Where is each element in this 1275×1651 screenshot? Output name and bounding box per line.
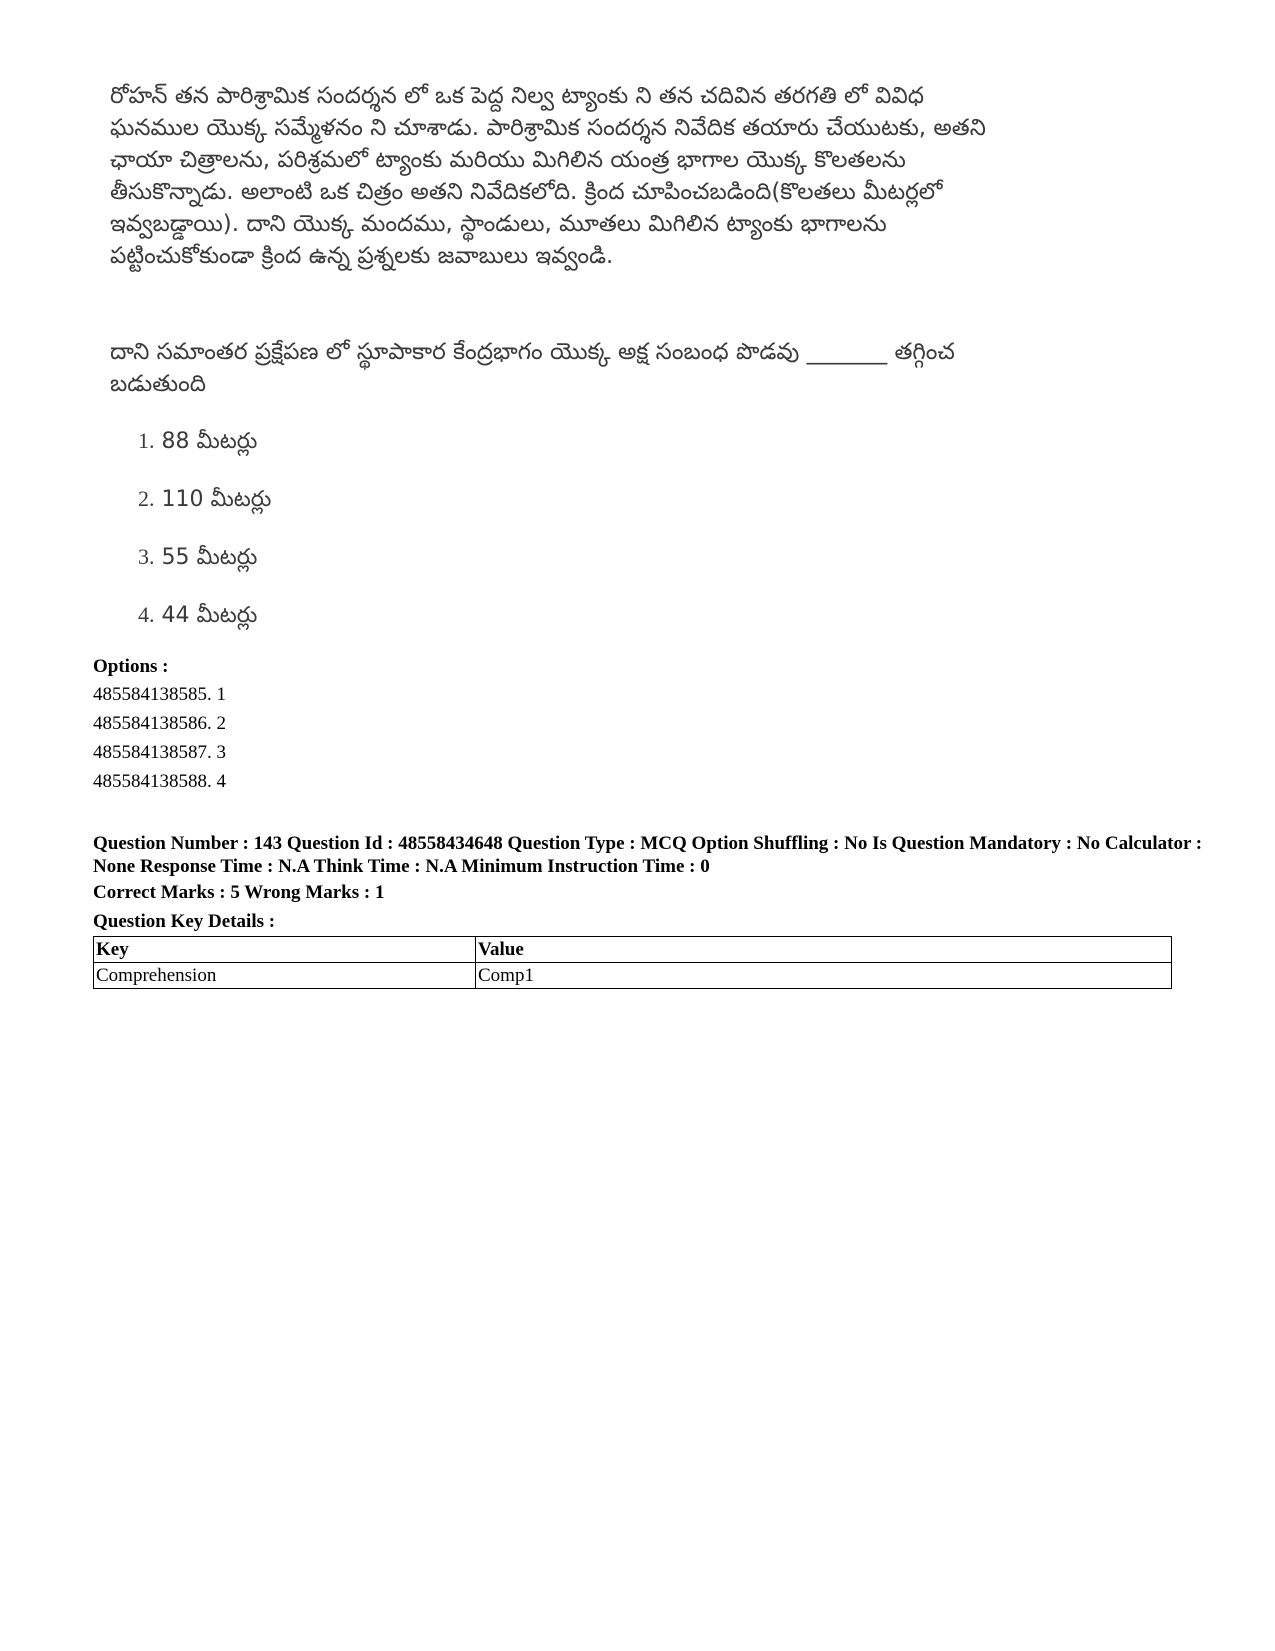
choice-number: 2. xyxy=(138,486,155,511)
choice-text: 55 మీటర్లు xyxy=(161,545,258,570)
marks-info: Correct Marks : 5 Wrong Marks : 1 xyxy=(93,882,385,903)
key-details-heading: Question Key Details : xyxy=(93,911,276,932)
option-id-list xyxy=(93,683,226,799)
choice-text: 44 మీటర్లు xyxy=(161,603,258,628)
option-id-item: 485584138587. 3 xyxy=(93,742,226,763)
choice-number: 4. xyxy=(138,602,155,627)
table-row xyxy=(94,963,1172,989)
question-text: దాని సమాంతర ప్రక్షేపణ లో స్థూపాకార కేంద్రభాగం యొక్క అక్ష సంబంధ పొడవు _______ తగ్గించ బడుతుంది xyxy=(110,339,955,397)
option-id-item: 485584138585. 1 xyxy=(93,684,226,705)
table-cell-value: Comp1 xyxy=(476,963,1172,989)
choice-text: 88 మీటర్లు xyxy=(161,429,258,454)
key-details-table xyxy=(93,936,1172,989)
option-id-item: 485584138586. 2 xyxy=(93,713,226,734)
options-heading: Options : xyxy=(93,656,169,677)
answer-choice xyxy=(138,541,271,599)
answer-choice xyxy=(138,483,271,541)
answer-choice xyxy=(138,425,271,483)
comprehension-passage: రోహన్ తన పారిశ్రామిక సందర్శన లో ఒక పెద్ద నిల్వ ట్యాంకు ని తన చదివిన తరగతి లో వివిధ ఘనముల యొక్క సమ్మేళనం ని చూశాడు. పారిశ్రామిక సందర్శన నివేదిక తయారు చేయుటకు, అతని ఛాయా చిత్రాలను, పరిశ్రమలో ట్యాంకు మరియు మిగిలిన యంత్ర భాగాల యొక్క కొలతలను తీసుకొన్నాడు. అలాంటి ఒక చిత్రం అతని నివేదికలోది. క్రింద చూపించబడింది(కొలతలు మీటర్లలో ఇవ్వబడ్డాయి). దాని యొక్క మందము, స్థాండులు, మూతలు మిగిలిన ట్యాంకు భాగాలను పట్టించుకోకుండా క్రింద ఉన్న ప్రశ్నలకు జవాబులు ఇవ్వండి. xyxy=(110,83,986,269)
choice-text: 110 మీటర్లు xyxy=(161,487,272,512)
table-header-key: Key xyxy=(94,937,476,963)
option-id-item: 485584138588. 4 xyxy=(93,771,226,792)
table-header-value: Value xyxy=(476,937,1172,963)
choice-number: 1. xyxy=(138,428,155,453)
table-header-row xyxy=(94,937,1172,963)
question-info: Question Number : 143 Question Id : 48558434648 Question Type : MCQ Option Shuffling : No Is Question Mandatory : No Calculator : None Response Time : N.A Think Time : N.A Minimum Instruction Time : 0 xyxy=(93,833,1203,877)
choice-number: 3. xyxy=(138,544,155,569)
answer-choice xyxy=(138,599,271,657)
table-cell-key: Comprehension xyxy=(94,963,476,989)
answer-choices xyxy=(138,425,271,657)
